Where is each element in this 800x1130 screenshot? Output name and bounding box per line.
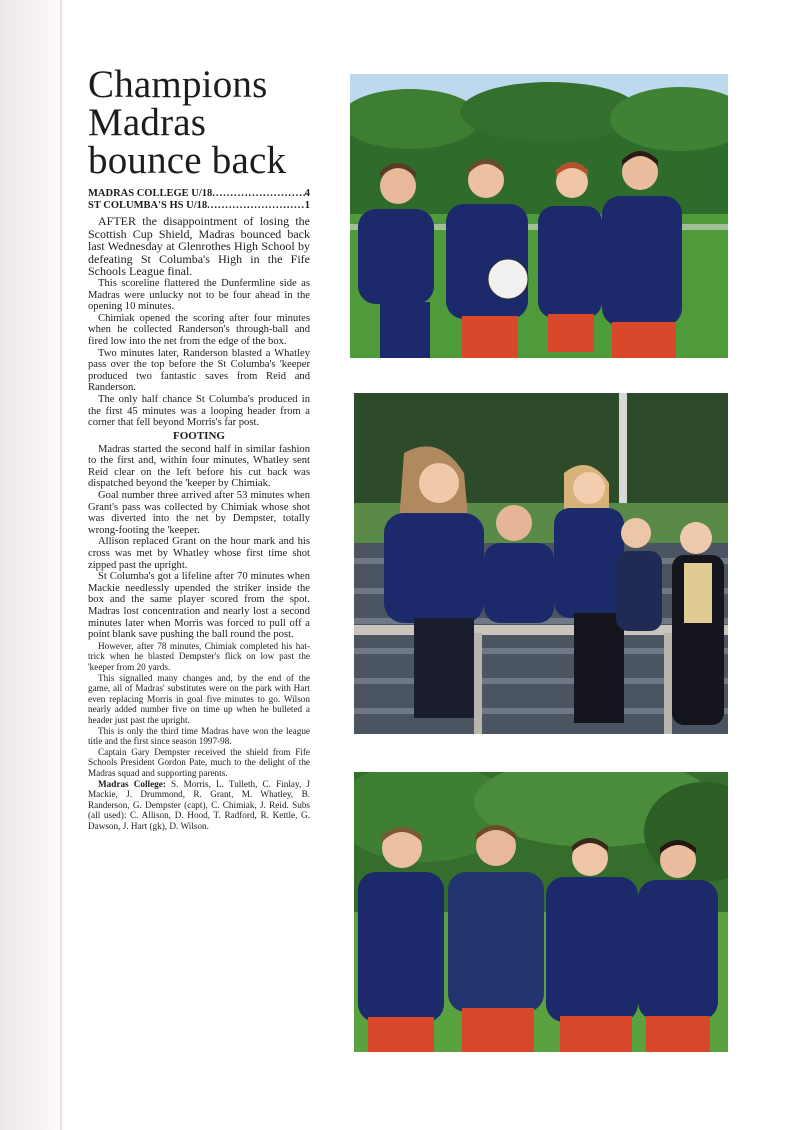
article [88, 63, 311, 831]
headline-line: Madras [88, 101, 207, 144]
paragraph: This scoreline flattered the Dunfermline side as Madras were unlucky not to be four ahead in the opening 10 minutes. [88, 277, 310, 313]
score-line-home [88, 188, 310, 200]
lineup [88, 779, 310, 832]
page-spine [60, 0, 62, 1130]
paragraph: The only half chance St Columba's produced in the first 45 minutes was a looping header from a corner that fell beyond Morris's far post. [88, 393, 310, 429]
paragraph: Captain Gary Dempster received the shield from Fife Schools President Gordon Pate, much to the delight of the Madras squad and supporting parents. [88, 746, 310, 778]
paragraph: Two minutes later, Randerson blasted a Whatley pass over the top before the St Columba's 'keeper produced two fantastic saves from Reid and Randerson. [88, 347, 310, 394]
headline-line: bounce back [88, 139, 287, 182]
paragraph: Goal number three arrived after 53 minutes when Grant's pass was collected by Chimiak whose shot was diverted into the net by Dempster, totally wrong-footing the 'keeper. [88, 490, 310, 536]
score-value: 4 [304, 188, 310, 199]
photo-supporters [354, 393, 728, 734]
score-team: ST COLUMBA'S HS U/18 [88, 200, 208, 211]
headline [88, 63, 310, 182]
score-team: MADRAS COLLEGE U/18 [88, 188, 213, 199]
score-leader-dots [207, 200, 305, 212]
lineup-names: S. Morris, L. Tulleth, C. Finlay, J Mackie, J. Drummond, R. Grant, M. Whatley, B. Randerson, G. Dempster (capt), C. Chimiak, J. Reid. Subs (all used): C. Allison, D. Hood, T. Radford, R. Kettle, G. Dawson, J. Hart (gk), D. Wilson. [88, 778, 311, 831]
paragraph: St Columba's got a lifeline after 70 minutes when Mackie needlessly upended the striker inside the box and the same player scored from the spot. Madras lost concentration and nearly lost a second minutes later when Morris was forced to pull off a point blank save pushing the ball round the post. [88, 571, 310, 641]
section-subhead: FOOTING [173, 429, 225, 442]
photo-illustration [354, 393, 728, 734]
paragraph: Chimiak opened the scoring after four minutes when he collected Randerson's through-ball and fired low into the net from the edge of the box. [88, 312, 310, 347]
photo-illustration [354, 772, 728, 1052]
lineup-label: Madras College: [98, 778, 166, 789]
paragraph: Madras started the second half in similar fashion to the first and, within four minutes, Whatley sent Reid clear on the left before his cut back was dispatched beyond the 'keeper by Chimiak. [88, 443, 310, 490]
photo-illustration [350, 74, 728, 358]
paragraph: This signalled many changes and, by the end of the game, all of Madras' substitutes were on the park with Hart even replacing Morris in goal five minutes to go. Wilson nearly added number five on time up when he bulleted a header just past the upright. [88, 672, 310, 725]
score-line-away [88, 200, 310, 212]
score-value: 1 [304, 200, 310, 211]
page-margin [0, 0, 64, 1130]
photo-team-four-players [350, 74, 728, 358]
paragraph: However, after 78 minutes, Chimiak completed his hat-trick when he blasted Dempster's flick on low past the 'keeper from 20 yards. [88, 640, 310, 672]
score-leader-dots [212, 188, 304, 200]
lead-paragraph: AFTER the disappointment of losing the Scottish Cup Shield, Madras bounced back last Wednesday at Glenrothes High School by defeating St Columba's High in the Fife Schools League final. [88, 214, 310, 279]
headline-line: Champions [88, 63, 268, 106]
photo-team-celebration [354, 772, 728, 1052]
paragraph: This is only the third time Madras have won the league title and the first since season 1997-98. [88, 725, 310, 747]
paragraph: Allison replaced Grant on the hour mark and his cross was met by Whatley whose first time shot zipped past the upright. [88, 536, 310, 571]
article-body [88, 215, 310, 831]
